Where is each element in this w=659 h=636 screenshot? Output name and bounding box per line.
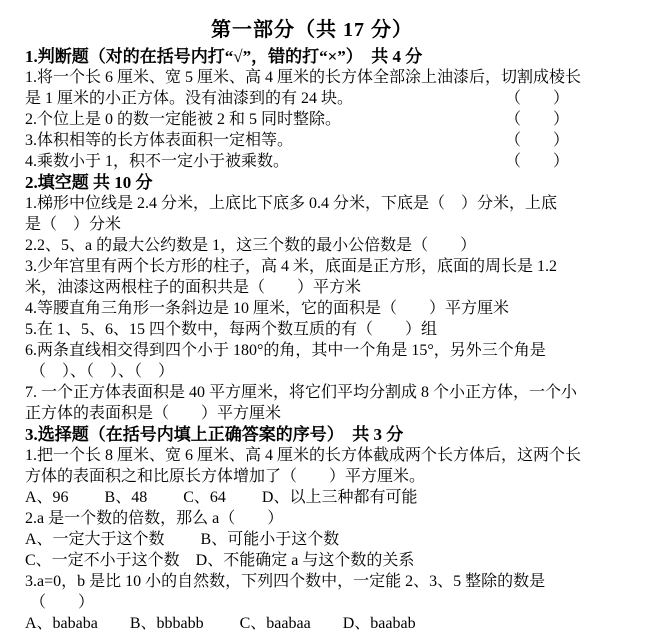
section3-q2-options-line2: C、一定不小于这个数 D、不能确定 a 与这个数的关系 <box>25 552 415 569</box>
question-text: 3.体积相等的长方体表面积一定相等。 <box>25 132 294 149</box>
section2-heading: 2.填空题 共 10 分 <box>25 173 153 192</box>
section1-q3 <box>25 130 659 151</box>
section3-q3-options: A、bababa B、bbbabb C、baabaa D、baabab <box>25 615 416 632</box>
section2-q4: 4.等腰直角三角形一条斜边是 10 厘米，它的面积是（ ）平方厘米 <box>25 300 510 317</box>
section2-q6-line1: 6.两条直线相交得到四个小于 180°的角，其中一个角是 15°，另外三个角是 <box>25 342 546 359</box>
section2-q2: 2.2、5、a 的最大公约数是 1，这三个数的最小公倍数是（ ） <box>25 237 477 254</box>
answer-bracket: （ ） <box>505 111 570 128</box>
section2-q7-line2: 正方体的表面积是（ ）平方厘米 <box>25 405 282 422</box>
section3-q2: 2.a 是一个数的倍数，那么 a（ ） <box>25 510 284 527</box>
section1-q2 <box>25 109 659 130</box>
page-title: 第一部分（共 17 分） <box>211 19 413 41</box>
section2-q1-line2: 是（ ）分米 <box>25 216 122 233</box>
section3-q3-line1: 3.a=0，b 是比 10 小的自然数，下列四个数中，一定能 2、3、5 整除的数是 <box>25 573 546 590</box>
section2-q3-line2: 米，油漆这两根柱子的面积共是（ ）平方米 <box>25 279 362 296</box>
section3-q1-line2: 方体的表面积之和比原长方体增加了（ ）平方厘米。 <box>25 468 426 485</box>
question-text: 2.个位上是 0 的数一定能被 2 和 5 同时整除。 <box>25 111 342 128</box>
section3-q1-options: A、96 B、48 C、64 D、以上三种都有可能 <box>25 489 418 506</box>
section3-heading: 3.选择题（在括号内填上正确答案的序号） 共 3 分 <box>25 425 404 444</box>
section1-q1-line2 <box>25 88 659 109</box>
section3-q2-options-line1: A、一定大于这个数 B、可能小于这个数 <box>25 531 340 548</box>
answer-bracket: （ ） <box>505 153 570 170</box>
answer-bracket: （ ） <box>505 90 570 107</box>
question-text: 4.乘数小于 1，积不一定小于被乘数。 <box>25 153 290 170</box>
section2-q6-line2: （ ）、（ ）、（ ） <box>30 363 175 380</box>
section1-q1-line1: 1.将一个长 6 厘米、宽 5 厘米、高 4 厘米的长方体全部涂上油漆后，切割成棱长 <box>25 69 582 86</box>
answer-bracket: （ ） <box>505 132 570 149</box>
section1-q4 <box>25 151 659 172</box>
section2-q3-line1: 3.少年宫里有两个长方形的柱子，高 4 米，底面是正方形，底面的周长是 1.2 <box>25 258 558 275</box>
section3-q3-line2: （ ） <box>30 594 95 611</box>
section2-q7-line1: 7. 一个正方体表面积是 40 平方厘米，将它们平均分割成 8 个小正方体，一个小 <box>25 384 578 401</box>
question-text: 是 1 厘米的小正方体。没有油漆到的有 24 块。 <box>25 90 354 107</box>
section2-q1-line1: 1.梯形中位线是 2.4 分米，上底比下底多 0.4 分米，下底是（ ）分米，上底 <box>25 195 558 212</box>
section2-q5: 5.在 1、5、6、15 四个数中，每两个数互质的有（ ）组 <box>25 321 438 338</box>
section3-q1-line1: 1.把一个长 8 厘米、宽 6 厘米、高 4 厘米的长方体截成两个长方体后，这两个长 <box>25 447 582 464</box>
section1-heading: 1.判断题（对的在括号内打“√”，错的打“×”） 共 4 分 <box>25 47 423 66</box>
